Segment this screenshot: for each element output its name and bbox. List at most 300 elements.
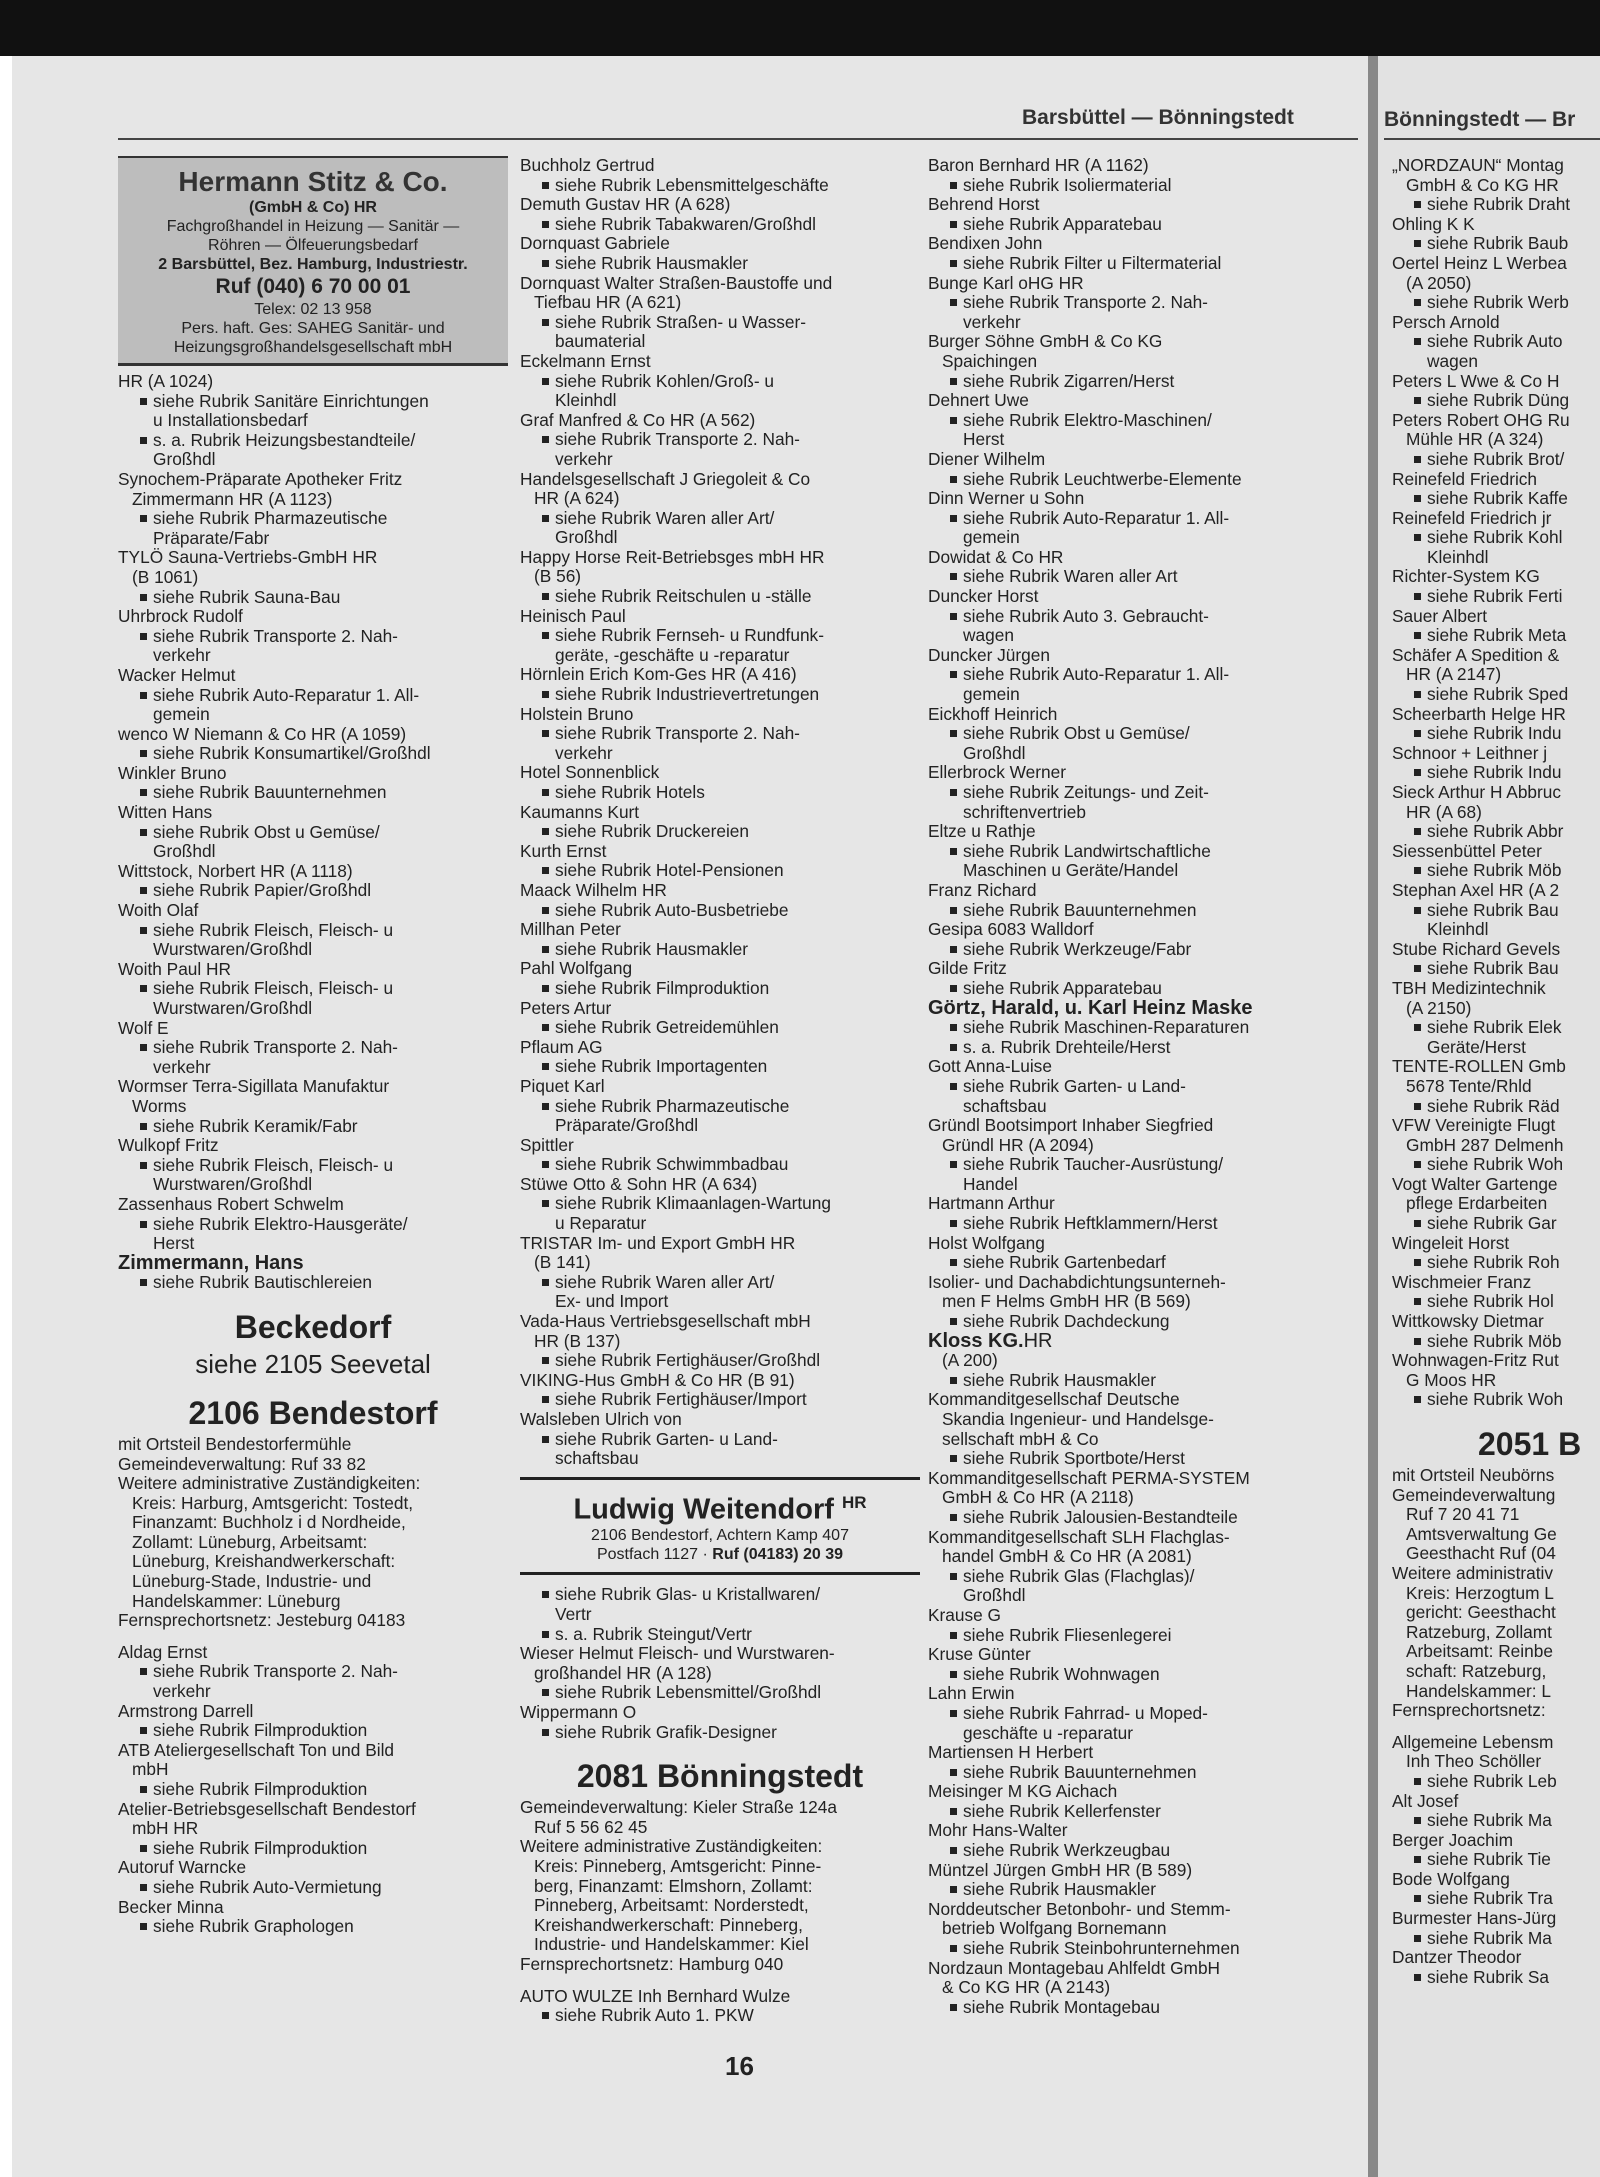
bullet-icon: [140, 594, 147, 601]
entry-text: Arbeitsamt: Reinbe: [1406, 1641, 1553, 1662]
ad-company-name: [520, 1486, 920, 1527]
entry-continuation: [520, 1935, 920, 1955]
entry-rubrik: [520, 587, 920, 607]
entry-text: Persch Arnold: [1392, 311, 1500, 332]
listing-entry: [1392, 1831, 1600, 1870]
entry-continuation: [928, 1351, 1348, 1371]
bullet-icon: [1414, 867, 1421, 874]
bullet-icon: [1414, 1024, 1421, 1031]
entry-continuation: [1392, 1662, 1600, 1682]
entry-text: siehe Rubrik Elektro-Hausgeräte/: [153, 1213, 408, 1234]
entry-rubrik: [928, 567, 1348, 587]
entry-rubrik: [520, 940, 920, 960]
entry-name: [118, 1800, 508, 1820]
entry-text: Weitere administrativ: [1392, 1562, 1554, 1583]
entry-continuation: [118, 1760, 508, 1780]
entry-name: [928, 1528, 1348, 1548]
entry-text: gericht: Geesthacht: [1406, 1602, 1556, 1623]
entry-text: siehe Rubrik Wohnwagen: [963, 1663, 1160, 1684]
bullet-icon: [542, 1689, 549, 1696]
entry-rubrik: [520, 1097, 920, 1117]
listing-entry: [118, 607, 508, 666]
listing-entry: [118, 1251, 508, 1293]
entry-name: [520, 195, 920, 215]
entry-text: Hartmann Arthur: [928, 1193, 1055, 1214]
entry-rubrik: [118, 1156, 508, 1176]
entry-rubrik: [1392, 685, 1600, 705]
entry-text: siehe Rubrik Glas (Flachglas)/: [963, 1565, 1195, 1586]
entry-continuation: [520, 567, 920, 587]
bullet-icon: [950, 1083, 957, 1090]
entry-text: Sauer Albert: [1392, 605, 1488, 626]
bullet-icon: [950, 417, 957, 424]
entry-text: Ruf 5 56 62 45: [534, 1816, 648, 1837]
listing-entry: [928, 1469, 1348, 1528]
entry-text: siehe Rubrik Transporte 2. Nah-: [153, 1661, 398, 1682]
bullet-icon: [1414, 1338, 1421, 1345]
entry-text: Becker Minna: [118, 1896, 224, 1917]
entry-text: mit Ortsteil Bendestorfermühle: [118, 1433, 352, 1454]
entry-continuation: [1392, 1682, 1600, 1702]
entry-name: [1392, 881, 1600, 901]
entry-name: [928, 646, 1348, 666]
entry-text: siehe Rubrik Baub: [1427, 233, 1569, 254]
entry-name: [520, 959, 920, 979]
entry-text: siehe Rubrik Fahrrad- u Moped-: [963, 1702, 1208, 1723]
entry-continuation: [520, 1857, 920, 1877]
entry-name: [1392, 1486, 1600, 1506]
listing-entry: [118, 1800, 508, 1859]
entry-name: [1392, 1948, 1600, 1968]
entry-name: [520, 1312, 920, 1332]
entry-rubrik: [928, 1665, 1348, 1685]
listing-entry: [928, 1782, 1348, 1821]
bullet-icon: [950, 1161, 957, 1168]
entry-name: [520, 842, 920, 862]
entry-name: [1392, 1234, 1600, 1254]
listing-entry: [928, 489, 1348, 548]
entry-name: [928, 234, 1348, 254]
bullet-icon: [542, 1396, 549, 1403]
entry-text: pflege Erdarbeiten: [1406, 1193, 1548, 1214]
entry-rubrik: [928, 940, 1348, 960]
entry-continuation: [520, 293, 920, 313]
entry-rubrik: [928, 1508, 1348, 1528]
entry-text: (B 56): [534, 566, 582, 587]
entry-name: [1392, 1701, 1600, 1721]
town-info: [118, 1435, 508, 1631]
entry-text: siehe Rubrik Tie: [1427, 1849, 1551, 1870]
entry-text: verkehr: [555, 448, 613, 469]
entry-text: Duncker Jürgen: [928, 644, 1050, 665]
entry-name: [1392, 1273, 1600, 1293]
bullet-icon: [140, 1923, 147, 1930]
bullet-icon: [140, 1884, 147, 1891]
bullet-icon: [1414, 1298, 1421, 1305]
entry-rubrik-continuation: [1392, 548, 1600, 568]
bullet-icon: [542, 260, 549, 267]
entry-text: Bode Wolfgang: [1392, 1868, 1510, 1889]
entry-name: [1392, 411, 1600, 431]
entry-text: schaft: Ratzeburg,: [1406, 1660, 1547, 1681]
entry-text: siehe Rubrik Transporte 2. Nah-: [963, 292, 1208, 313]
entry-text: siehe Rubrik Grafik-Designer: [555, 1721, 777, 1742]
entry-text: Gründl HR (A 2094): [942, 1134, 1094, 1155]
entry-name-bold: Görtz, Harald, u. Karl Heinz Maske: [928, 996, 1253, 1019]
entry-text: Mohr Hans-Walter: [928, 1820, 1068, 1841]
entry-rubrik-continuation: [520, 744, 920, 764]
entry-text: geräte, -geschäfte u -reparatur: [555, 644, 790, 665]
listing-entry: [520, 274, 920, 352]
entry-text: siehe Rubrik Hotel-Pensionen: [555, 860, 784, 881]
entry-text: verkehr: [153, 645, 211, 666]
entry-rubrik: [1392, 822, 1600, 842]
entry-text: Vogt Walter Gartenge: [1392, 1173, 1558, 1194]
entry-text: Ohling K K: [1392, 213, 1475, 234]
entry-text: Weitere administrative Zuständigkeiten:: [520, 1836, 823, 1857]
entry-text: & Co KG HR (A 2143): [942, 1977, 1111, 1998]
entry-text: G Moos HR: [1406, 1369, 1497, 1390]
entry-text: Amtsverwaltung Ge: [1406, 1523, 1557, 1544]
entry-text: Zassenhaus Robert Schwelm: [118, 1193, 344, 1214]
entry-rubrik-text: siehe Rubrik Bautischlereien: [153, 1272, 373, 1293]
entry-text: Aldag Ernst: [118, 1641, 208, 1662]
entry-text: Geräte/Herst: [1427, 1036, 1526, 1057]
entry-rubrik: [1392, 724, 1600, 744]
entry-name: [520, 274, 920, 294]
listing-entry: [1392, 705, 1600, 744]
entry-text: siehe Rubrik Leuchtwerbe-Elemente: [963, 468, 1242, 489]
entry-rubrik: [520, 1625, 920, 1645]
entry-text: TENTE-ROLLEN Gmb: [1392, 1056, 1566, 1077]
bullet-icon: [140, 437, 147, 444]
bullet-icon: [542, 1063, 549, 1070]
entry-rubrik: [118, 1273, 508, 1293]
entry-name: [520, 1703, 920, 1723]
listing-entry: [928, 1861, 1348, 1900]
entry-text: siehe Rubrik Möb: [1427, 860, 1562, 881]
entry-rubrik: [118, 431, 508, 451]
entry-continuation: [928, 1919, 1348, 1939]
entry-text: Handel: [963, 1173, 1018, 1194]
entry-rubrik-continuation: [520, 1292, 920, 1312]
entry-text: Nordzaun Montagebau Ahlfeldt GmbH: [928, 1957, 1221, 1978]
entry-text: mit Ortsteil Neubörns: [1392, 1465, 1555, 1485]
listing-entry: [520, 1312, 920, 1371]
entry-continuation: [118, 1572, 508, 1592]
entry-name: [520, 411, 920, 431]
town-heading: 2106 Bendestorf: [188, 1394, 438, 1431]
entry-name: [1392, 1312, 1600, 1332]
entry-rubrik: [118, 783, 508, 803]
bullet-icon: [140, 1162, 147, 1169]
listing-entry: [928, 920, 1348, 959]
entry-rubrik: [520, 901, 920, 921]
entry-rubrik: [928, 1998, 1348, 2018]
entry-name: [1392, 646, 1600, 666]
entry-list: [118, 372, 508, 1254]
entry-text: Dowidat & Co HR: [928, 546, 1064, 567]
entry-rubrik-continuation: [928, 861, 1348, 881]
entry-text: siehe Rubrik Woh: [1427, 1389, 1564, 1410]
entry-text: siehe Rubrik Hausmakler: [555, 938, 749, 959]
bullet-icon: [542, 691, 549, 698]
listing-entry: [520, 1077, 920, 1136]
entry-name: [928, 1782, 1348, 1802]
entry-rubrik: [520, 2006, 920, 2026]
entry-rubrik: [928, 842, 1348, 862]
entry-text: schaftsbau: [555, 1448, 639, 1469]
entry-text: siehe Rubrik Obst u Gemüse/: [153, 821, 380, 842]
listing-entry: [928, 881, 1348, 920]
bullet-icon: [1414, 632, 1421, 639]
entry-rubrik-continuation: [928, 528, 1348, 548]
entry-rubrik: [928, 1567, 1348, 1587]
entry-rubrik: [520, 176, 920, 196]
listing-entry: [928, 1645, 1348, 1684]
listing-entry: [118, 1195, 508, 1254]
entry-continuation: [1392, 1505, 1600, 1525]
entry-text: Zollamt: Lüneburg, Arbeitsamt:: [132, 1531, 368, 1552]
listing-entry: [928, 1528, 1348, 1606]
listing-entry: [520, 881, 920, 920]
bullet-icon: [950, 1886, 957, 1893]
bullet-icon: [542, 1591, 549, 1598]
entry-name: [118, 372, 508, 392]
bullet-icon: [140, 1845, 147, 1852]
bullet-icon: [542, 1729, 549, 1736]
entry-name: [928, 1821, 1348, 1841]
entry-text: Maack Wilhelm HR: [520, 879, 667, 900]
entry-text: Präparate/Großhdl: [555, 1115, 699, 1136]
entry-text: Burger Söhne GmbH & Co KG: [928, 331, 1163, 352]
entry-text: Weitere administrative Zuständigkeiten:: [118, 1473, 421, 1494]
entry-text: siehe Rubrik Auto 3. Gebraucht-: [963, 605, 1209, 626]
entry-rubrik-continuation: [520, 1116, 920, 1136]
listing-entry: [1392, 1792, 1600, 1831]
entry-text: siehe Rubrik Bauunternehmen: [153, 782, 387, 803]
entry-rubrik-continuation: [1392, 920, 1600, 940]
entry-name: [118, 666, 508, 686]
scanner-top-border: [0, 0, 1600, 56]
entry-rubrik: [118, 1839, 508, 1859]
entry-list: [928, 1390, 1348, 2017]
entry-text: Geesthacht Ruf (04: [1406, 1543, 1556, 1564]
listing-entry: [928, 822, 1348, 881]
listing-entry: [928, 1273, 1348, 1332]
entry-continuation: [118, 1592, 508, 1612]
entry-name: [928, 1057, 1348, 1077]
listing-entry: [1392, 783, 1600, 842]
listing-entry: [520, 763, 920, 802]
listing-entry: [1392, 215, 1600, 254]
bullet-icon: [950, 378, 957, 385]
entry-rubrik: [1392, 959, 1600, 979]
entry-text: Wacker Helmut: [118, 664, 236, 685]
listing-entry: [1392, 979, 1600, 1057]
bullet-icon: [950, 1259, 957, 1266]
listing-entry: [1392, 646, 1600, 705]
bullet-icon: [542, 946, 549, 953]
listing-entry: [928, 195, 1348, 234]
listing-entry: [1392, 1733, 1600, 1792]
bullet-icon: [140, 1221, 147, 1228]
entry-text: Hörnlein Erich Kom-Ges HR (A 416): [520, 664, 797, 685]
entry-name: [520, 1371, 920, 1391]
entry-text: siehe Rubrik Auto: [1427, 331, 1563, 352]
entry-rubrik: [1392, 901, 1600, 921]
entry-text: siehe Rubrik Werkzeugbau: [963, 1840, 1171, 1861]
entry-rubrik: [928, 979, 1348, 999]
entry-rubrik: [928, 293, 1348, 313]
entry-text: Wolf E: [118, 1017, 169, 1038]
bullet-icon: [542, 867, 549, 874]
entry-name: [520, 1077, 920, 1097]
bullet-icon: [1414, 1817, 1421, 1824]
entry-text: Stephan Axel HR (A 2: [1392, 879, 1560, 900]
entry-continuation: [1392, 1136, 1600, 1156]
bullet-icon: [140, 789, 147, 796]
entry-text: siehe Rubrik Fertighäuser/Import: [555, 1389, 807, 1410]
entry-continuation: [118, 1552, 508, 1572]
entry-name: [928, 489, 1348, 509]
town-heading: Beckedorf: [234, 1308, 392, 1345]
listing-entry: [928, 705, 1348, 764]
entry-text: siehe Rubrik Transporte 2. Nah-: [153, 1037, 398, 1058]
entry-text: siehe Rubrik Hausmakler: [963, 1369, 1157, 1390]
listing-entry: [520, 352, 920, 411]
entry-text: siehe Rubrik Apparatebau: [963, 213, 1162, 234]
entry-text: Großhdl: [555, 527, 618, 548]
entry-text: (A 200): [942, 1350, 998, 1371]
entry-text: siehe Rubrik Fleisch, Fleisch- u: [153, 919, 394, 940]
bullet-icon: [950, 907, 957, 914]
entry-name: [118, 1702, 508, 1722]
entry-text: Großhdl: [963, 742, 1026, 763]
entry-rubrik: [520, 1057, 920, 1077]
entry-name: [1392, 254, 1600, 274]
entry-text: siehe Rubrik Ferti: [1427, 586, 1563, 607]
entry-text: Wulkopf Fritz: [118, 1135, 219, 1156]
listing-entry: [928, 646, 1348, 705]
entry-text: s. a. Rubrik Heizungsbestandteile/: [153, 429, 416, 450]
bullet-icon: [950, 1710, 957, 1717]
bullet-icon: [542, 436, 549, 443]
entry-text: siehe Rubrik Hausmakler: [555, 252, 749, 273]
entry-continuation: [118, 1533, 508, 1553]
bullet-icon: [1414, 691, 1421, 698]
entry-text: siehe Rubrik Sa: [1427, 1966, 1549, 1987]
entry-text: Winkler Bruno: [118, 762, 227, 783]
entry-rubrik: [520, 215, 920, 235]
entry-rubrik-continuation: [520, 1214, 920, 1234]
entry-rubrik-continuation: [520, 391, 920, 411]
entry-name: [928, 274, 1348, 294]
entry-rubrik-continuation: [928, 803, 1348, 823]
bullet-icon: [140, 1044, 147, 1051]
entry-text: u Installationsbedarf: [153, 410, 308, 431]
entry-rubrik-continuation: [520, 1605, 920, 1625]
entry-name: [520, 999, 920, 1019]
entry-rubrik: [1392, 332, 1600, 352]
entry-rubrik: [928, 1841, 1348, 1861]
entry-text: siehe Rubrik Waren aller Art: [963, 566, 1178, 587]
entry-text: (A 2150): [1406, 997, 1472, 1018]
bullet-icon: [140, 985, 147, 992]
bullet-icon: [1414, 534, 1421, 541]
entry-rubrik: [520, 1390, 920, 1410]
entry-text: Zimmermann HR (A 1123): [132, 488, 333, 509]
entry-name: [118, 1077, 508, 1097]
entry-name: [118, 607, 508, 627]
entry-continuation: [928, 1292, 1348, 1312]
entry-continuation: [928, 1410, 1348, 1430]
entry-text: Holst Wolfgang: [928, 1232, 1045, 1253]
bullet-icon: [542, 1631, 549, 1638]
entry-text: siehe Rubrik Landwirtschaftliche: [963, 840, 1211, 861]
listing-entry: [1392, 1057, 1600, 1116]
entry-name: [118, 1611, 508, 1631]
entry-continuation: [118, 1819, 508, 1839]
bullet-icon: [1414, 338, 1421, 345]
listing-entry: [118, 372, 508, 470]
entry-text: siehe Rubrik Hotels: [555, 782, 705, 802]
town-info: [1392, 1466, 1600, 1721]
bullet-icon: [542, 1024, 549, 1031]
entry-continuation: [520, 1877, 920, 1897]
entry-text: siehe Rubrik Maschinen-Reparaturen: [963, 1017, 1250, 1038]
entry-name: [1392, 215, 1600, 235]
entry-text: siehe Rubrik Fleisch, Fleisch- u: [153, 1154, 394, 1175]
bullet-icon: [542, 319, 549, 326]
entry-text: GmbH & Co KG HR: [1406, 174, 1559, 195]
entry-text: siehe Rubrik Konsumartikel/Großhdl: [153, 743, 431, 764]
entry-rubrik: [1392, 587, 1600, 607]
entry-text: Spittler: [520, 1134, 574, 1155]
entry-text: siehe Rubrik Waren aller Art/: [555, 1271, 775, 1292]
entry-text: siehe Rubrik Tabakwaren/Großhdl: [555, 213, 816, 234]
entry-continuation: [1392, 1752, 1600, 1772]
entry-rubrik: [520, 1018, 920, 1038]
entry-text: Ruf 7 20 41 71: [1406, 1504, 1520, 1525]
bullet-icon: [1414, 907, 1421, 914]
entry-text: siehe Rubrik Keramik/Fabr: [153, 1115, 358, 1136]
bullet-icon: [950, 1220, 957, 1227]
listing-entry: [1392, 1948, 1600, 1987]
entry-text: Maschinen u Geräte/Handel: [963, 860, 1179, 881]
entry-text: Wohnwagen-Fritz Rut: [1392, 1350, 1559, 1371]
entry-name: [1392, 567, 1600, 587]
listing-entry: [520, 705, 920, 764]
entry-rubrik: [520, 1683, 920, 1703]
entry-rubrik-continuation: [928, 313, 1348, 333]
entry-text: Kommanditgesellschaft SLH Flachglas-: [928, 1526, 1230, 1547]
ad-phone: Ruf (04183) 20 39: [712, 1546, 844, 1564]
entry-text: VIKING-Hus GmbH & Co HR (B 91): [520, 1369, 795, 1390]
entry-rubrik-continuation: [118, 529, 508, 549]
entry-name: [1392, 1831, 1600, 1851]
entry-rubrik: [520, 372, 920, 392]
ad-name-text: Ludwig Weitendorf: [573, 1493, 834, 1526]
entry-text: siehe Rubrik Auto-Reparatur 1. All-: [963, 664, 1230, 685]
entry-text: Gemeindeverwaltung: [1392, 1484, 1556, 1505]
entry-text: siehe Rubrik Leb: [1427, 1770, 1557, 1791]
bullet-icon: [950, 1377, 957, 1384]
bullet-icon: [542, 1103, 549, 1110]
entry-name: [928, 1743, 1348, 1763]
bullet-icon: [950, 1455, 957, 1462]
bullet-icon: [950, 730, 957, 737]
